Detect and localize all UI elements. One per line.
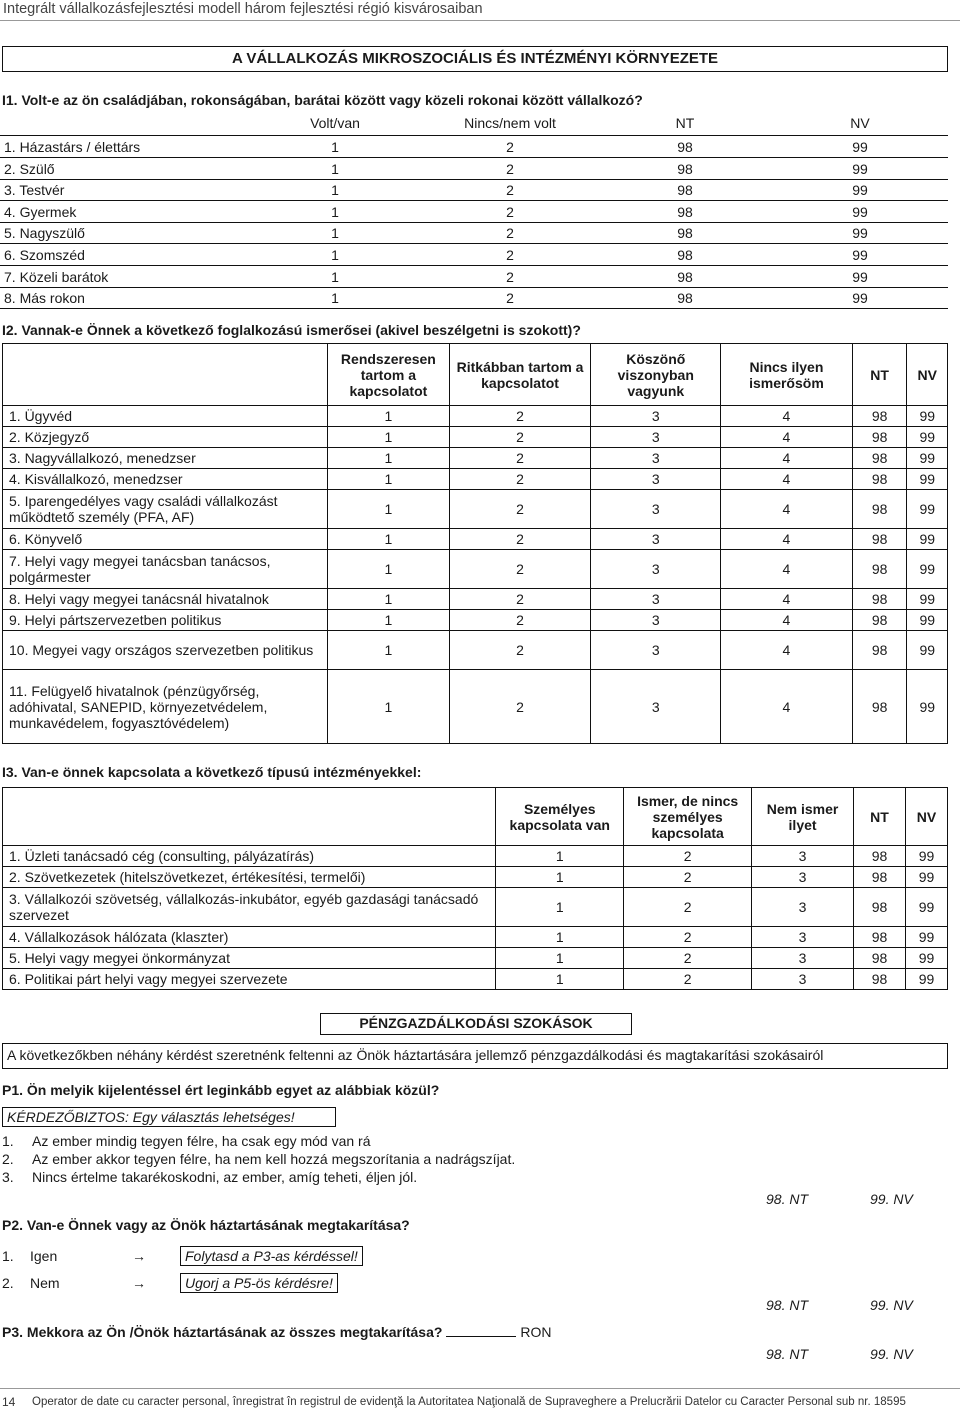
q3-col-nt: NT [854,788,906,846]
row-label: 6. Könyvelő [3,529,328,550]
row-label: 1. Ügyvéd [3,406,328,427]
answer-code[interactable]: 2 [449,631,591,670]
question-p3: P3. Mekkora az Ön /Önök háztartásának az összes megtakarítása? RON [2,1324,552,1340]
answer-code[interactable]: 2 [506,139,514,155]
answer-code[interactable]: 2 [624,846,752,867]
q3-col-1: Személyes kapcsolata van [496,788,624,846]
answer-code[interactable]: 4 [721,631,853,670]
answer-code[interactable]: 1 [328,550,450,589]
row-label: 8. Más rokon [4,290,85,307]
p1-option: 2. Az ember akkor tegyen félre, ha nem kell hozzá megszorítania a nadrágszíjat. [2,1151,516,1167]
answer-code[interactable]: 1 [328,406,450,427]
answer-code[interactable]: 3 [752,948,854,969]
answer-code[interactable]: 1 [496,867,624,888]
answer-code[interactable]: 3 [591,631,721,670]
q2-row [3,670,948,744]
answer-code[interactable]: 98 [677,225,693,242]
amount-blank[interactable] [446,1324,516,1337]
q2-row [3,610,948,631]
row-label: 10. Megyei vagy országos szervezetben politikus [3,631,328,670]
q2-row [3,490,948,529]
answer-code[interactable]: 98 [677,290,693,307]
answer-code[interactable]: 4 [721,589,853,610]
answer-code[interactable]: 99 [905,846,947,867]
answer-code[interactable]: 98 [852,529,907,550]
answer-code[interactable]: 1 [331,139,339,155]
answer-code[interactable]: 3 [752,888,854,927]
answer-code[interactable]: 98 [854,846,906,867]
answer-code[interactable]: 3 [752,927,854,948]
answer-code[interactable]: 98 [677,182,693,199]
answer-code[interactable]: 3 [591,448,721,469]
answer-code[interactable]: 98 [677,203,693,220]
footer-divider [0,1388,960,1389]
section-intro: A következőkben néhány kérdést szeretnénk feltenni az Önök háztartására jellemző pénzgazdálkodási és magtakarítási szokásairól [2,1043,948,1069]
p2-nt: 98. NT [766,1297,809,1313]
answer-code[interactable]: 2 [624,888,752,927]
q2-row [3,427,948,448]
answer-code[interactable]: 1 [328,448,450,469]
answer-code[interactable]: 98 [852,589,907,610]
answer-code[interactable]: 98 [852,469,907,490]
answer-code[interactable]: 4 [721,550,853,589]
answer-code[interactable]: 99 [852,247,868,263]
answer-code[interactable]: 98 [852,670,907,744]
answer-code[interactable]: 99 [852,290,868,307]
section-title-environment: A VÁLLALKOZÁS MIKROSZOCIÁLIS ÉS INTÉZMÉNYI KÖRNYEZETE [2,46,948,72]
row-label: 6. Szomszéd [4,247,85,263]
question-i2: I2. Vannak-e Önnek a következő foglalkozású ismerősei (akivel beszélgetni is szokott)? [2,322,581,338]
footer-text: Operator de date cu caracter personal, înregistrat în registrul de evidenţă la Autoritatea Naţională de Supraveghere a Prelucrării Datelor cu Caracter Personal sub nr. 18595 [32,1396,906,1408]
q1-col-nt: NT [675,115,695,131]
answer-code[interactable]: 3 [591,589,721,610]
answer-code[interactable]: 99 [907,550,948,589]
answer-code[interactable]: 2 [449,610,591,631]
question-p2: P2. Van-e Önnek vagy az Önök háztartásának megtakarítása? [2,1217,410,1233]
q3-row [3,948,948,969]
answer-code[interactable]: 99 [907,448,948,469]
answer-code[interactable]: 1 [328,469,450,490]
answer-code[interactable]: 1 [496,948,624,969]
answer-code[interactable]: 98 [677,139,693,155]
q2-table [2,343,948,744]
answer-code[interactable]: 99 [905,927,947,948]
answer-code[interactable]: 99 [905,888,947,927]
answer-code[interactable]: 4 [721,448,853,469]
answer-code[interactable]: 99 [907,529,948,550]
answer-code[interactable]: 1 [496,969,624,990]
answer-code[interactable]: 99 [852,139,868,155]
row-label: 5. Iparengedélyes vagy családi vállalkozást működtető személy (PFA, AF) [3,490,328,529]
answer-code[interactable]: 98 [852,448,907,469]
answer-code[interactable]: 3 [591,550,721,589]
answer-code[interactable]: 99 [852,268,868,285]
row-label: 3. Nagyvállalkozó, menedzser [3,448,328,469]
p2-nv: 99. NV [870,1297,913,1313]
p1-nt: 98. NT [766,1191,809,1207]
q3-row [3,888,948,927]
answer-code[interactable]: 99 [852,203,868,220]
row-label: 3. Testvér [4,182,65,199]
answer-code[interactable]: 2 [449,469,591,490]
answer-code[interactable]: 98 [852,550,907,589]
row-label: 5. Nagyszülő [4,225,85,242]
answer-code[interactable]: 4 [721,490,853,529]
answer-code[interactable]: 98 [854,927,906,948]
answer-code[interactable]: 2 [449,529,591,550]
q3-row [3,846,948,867]
answer-code[interactable]: 99 [907,670,948,744]
answer-code[interactable]: 2 [449,550,591,589]
answer-code[interactable]: 2 [506,225,514,242]
answer-code[interactable]: 3 [752,846,854,867]
answer-code[interactable]: 99 [907,427,948,448]
answer-code[interactable]: 2 [449,427,591,448]
answer-code[interactable]: 99 [907,469,948,490]
answer-code[interactable]: 4 [721,406,853,427]
q3-table [2,787,948,990]
answer-code[interactable]: 1 [331,268,339,285]
p2-option-yes: 1. Igen → Folytasd a P3-as kérdéssel! [2,1246,363,1266]
q3-col-2: Ismer, de nincs személyes kapcsolata [624,788,752,846]
answer-code[interactable]: 98 [854,948,906,969]
answer-code[interactable]: 1 [496,846,624,867]
answer-code[interactable]: 1 [328,670,450,744]
q2-col-1: Rendszeresen tartom a kapcsolatot [328,344,450,406]
q2-col-nt: NT [852,344,907,406]
q2-col-2: Ritkábban tartom a kapcsolatot [449,344,591,406]
arrow-right-icon: → [132,1275,146,1291]
answer-code[interactable]: 3 [591,427,721,448]
q1-row [0,159,948,180]
q2-col-4: Nincs ilyen ismerősöm [721,344,853,406]
answer-code[interactable]: 3 [591,406,721,427]
row-label: 2. Közjegyző [3,427,328,448]
answer-code[interactable]: 2 [624,969,752,990]
answer-code[interactable]: 98 [852,406,907,427]
question-i3: I3. Van-e önnek kapcsolata a következő típusú intézményekkel: [2,764,422,780]
header-divider [0,20,960,21]
q1-row [0,137,948,158]
row-label: 4. Kisvállalkozó, menedzser [3,469,328,490]
answer-code[interactable]: 99 [905,969,947,990]
answer-code[interactable]: 3 [591,529,721,550]
q2-row [3,448,948,469]
answer-code[interactable]: 98 [677,247,693,263]
answer-code[interactable]: 99 [905,948,947,969]
answer-code[interactable]: 98 [677,160,693,177]
q3-col-nv: NV [905,788,947,846]
interviewer-instruction: KÉRDEZŐBIZTOS: Egy választás lehetséges! [2,1107,336,1127]
q1-col-nincs: Nincs/nem volt [464,115,556,131]
row-label: 2. Szövetkezetek (hitelszövetkezet, értékesítési, termelői) [3,867,496,888]
section-title-finance: PÉNZGAZDÁLKODÁSI SZOKÁSOK [320,1013,632,1035]
skip-instruction: Folytasd a P3-as kérdéssel! [180,1246,363,1266]
q1-row [0,223,948,244]
answer-code[interactable]: 2 [449,406,591,427]
answer-code[interactable]: 3 [591,469,721,490]
row-label: 8. Helyi vagy megyei tanácsnál hivatalnok [3,589,328,610]
answer-code[interactable]: 99 [907,610,948,631]
answer-code[interactable]: 1 [331,182,339,199]
row-label: 7. Helyi vagy megyei tanácsban tanácsos, polgármester [3,550,328,589]
answer-code[interactable]: 98 [854,867,906,888]
q2-col-nv: NV [907,344,948,406]
answer-code[interactable]: 2 [506,182,514,199]
row-label: 1. Házastárs / élettárs [4,139,141,155]
answer-code[interactable]: 2 [449,589,591,610]
q2-row [3,589,948,610]
answer-code[interactable]: 99 [907,490,948,529]
answer-code[interactable]: 1 [328,529,450,550]
currency-unit: RON [520,1324,552,1340]
answer-code[interactable]: 3 [591,610,721,631]
answer-code[interactable]: 2 [506,268,514,285]
answer-code[interactable]: 99 [907,589,948,610]
answer-code[interactable]: 2 [449,670,591,744]
q1-row [0,245,948,266]
q1-col-volt: Volt/van [310,115,360,131]
answer-code[interactable]: 4 [721,670,853,744]
q3-col-3: Nem ismer ilyet [752,788,854,846]
p1-nv: 99. NV [870,1191,913,1207]
p1-options [2,1133,515,1187]
answer-code[interactable]: 1 [331,247,339,263]
row-label: 9. Helyi pártszervezetben politikus [3,610,328,631]
answer-code[interactable]: 2 [449,490,591,529]
row-label: 4. Gyermek [4,203,77,220]
p1-option: 3. Nincs értelme takarékoskodni, az ember, amíg teheti, éljen jól. [2,1169,418,1185]
row-label: 7. Közeli barátok [4,268,109,285]
q2-row [3,469,948,490]
answer-code[interactable]: 99 [907,406,948,427]
answer-code[interactable]: 4 [721,610,853,631]
row-label: 6. Politikai párt helyi vagy megyei szervezete [3,969,496,990]
q2-col-3: Köszönő viszonyban vagyunk [591,344,721,406]
answer-code[interactable]: 3 [752,867,854,888]
skip-instruction: Ugorj a P5-ös kérdésre! [180,1273,338,1293]
answer-code[interactable]: 1 [328,490,450,529]
answer-code[interactable]: 98 [854,888,906,927]
q2-row [3,550,948,589]
answer-code[interactable]: 2 [624,927,752,948]
q2-row [3,631,948,670]
answer-code[interactable]: 99 [852,225,868,242]
answer-code[interactable]: 1 [328,427,450,448]
answer-code[interactable]: 3 [591,670,721,744]
q3-row [3,867,948,888]
row-label: 2. Szülő [4,160,55,177]
answer-code[interactable]: 2 [624,948,752,969]
p3-nt: 98. NT [766,1346,809,1362]
answer-code[interactable]: 2 [506,203,514,220]
answer-code[interactable]: 1 [331,203,339,220]
row-label: 3. Vállalkozói szövetség, vállalkozás-inkubátor, egyéb gazdasági tanácsadó szervezet [3,888,496,927]
question-i1: I1. Volt-e az ön családjában, rokonságában, barátai között vagy közeli rokonai között vállalkozó? [2,92,643,108]
answer-code[interactable]: 2 [506,247,514,263]
q1-row [0,288,948,309]
answer-code[interactable]: 1 [331,160,339,177]
answer-code[interactable]: 98 [852,427,907,448]
q1-row [0,202,948,223]
row-label: 1. Üzleti tanácsadó cég (consulting, pályázatírás) [3,846,496,867]
answer-code[interactable]: 98 [852,610,907,631]
q1-row [0,180,948,201]
answer-code[interactable]: 99 [852,160,868,177]
q3-row [3,969,948,990]
answer-code[interactable]: 98 [677,268,693,285]
q3-row [3,927,948,948]
answer-code[interactable]: 1 [328,610,450,631]
answer-code[interactable]: 3 [752,969,854,990]
answer-code[interactable]: 4 [721,427,853,448]
answer-code[interactable]: 99 [907,631,948,670]
page-number: 14 [2,1395,16,1409]
answer-code[interactable]: 98 [854,969,906,990]
answer-code[interactable]: 3 [591,490,721,529]
q1-row [0,267,948,288]
row-label: 5. Helyi vagy megyei önkormányzat [3,948,496,969]
answer-code[interactable]: 4 [721,529,853,550]
answer-code[interactable]: 1 [328,631,450,670]
question-p1: P1. Ön melyik kijelentéssel ért leginkább egyet az alábbiak közül? [2,1082,440,1098]
arrow-right-icon: → [132,1248,146,1264]
answer-code[interactable]: 1 [328,589,450,610]
q2-row [3,529,948,550]
running-header: Integrált vállalkozásfejlesztési modell három fejlesztési régió kisvárosaiban [3,1,483,17]
answer-code[interactable]: 4 [721,469,853,490]
p3-nv: 99. NV [870,1346,913,1362]
answer-code[interactable]: 98 [852,490,907,529]
answer-code[interactable]: 1 [331,225,339,242]
answer-code[interactable]: 98 [852,631,907,670]
answer-code[interactable]: 2 [506,160,514,177]
answer-code[interactable]: 1 [496,888,624,927]
answer-code[interactable]: 2 [506,290,514,307]
answer-code[interactable]: 2 [449,448,591,469]
answer-code[interactable]: 1 [331,290,339,307]
p1-option: 1. Az ember mindig tegyen félre, ha csak egy mód van rá [2,1133,371,1149]
answer-code[interactable]: 99 [905,867,947,888]
p2-option-no: 2. Nem → Ugorj a P5-ös kérdésre! [2,1273,338,1293]
answer-code[interactable]: 99 [852,182,868,199]
answer-code[interactable]: 2 [624,867,752,888]
q2-row [3,406,948,427]
row-label: 4. Vállalkozások hálózata (klaszter) [3,927,496,948]
row-label: 11. Felügyelő hivatalnok (pénzügyőrség, adóhivatal, SANEPID, környezetvédelem, munkavédelem, fogyasztóvédelem) [3,670,328,744]
answer-code[interactable]: 1 [496,927,624,948]
q1-col-nv: NV [850,115,870,131]
